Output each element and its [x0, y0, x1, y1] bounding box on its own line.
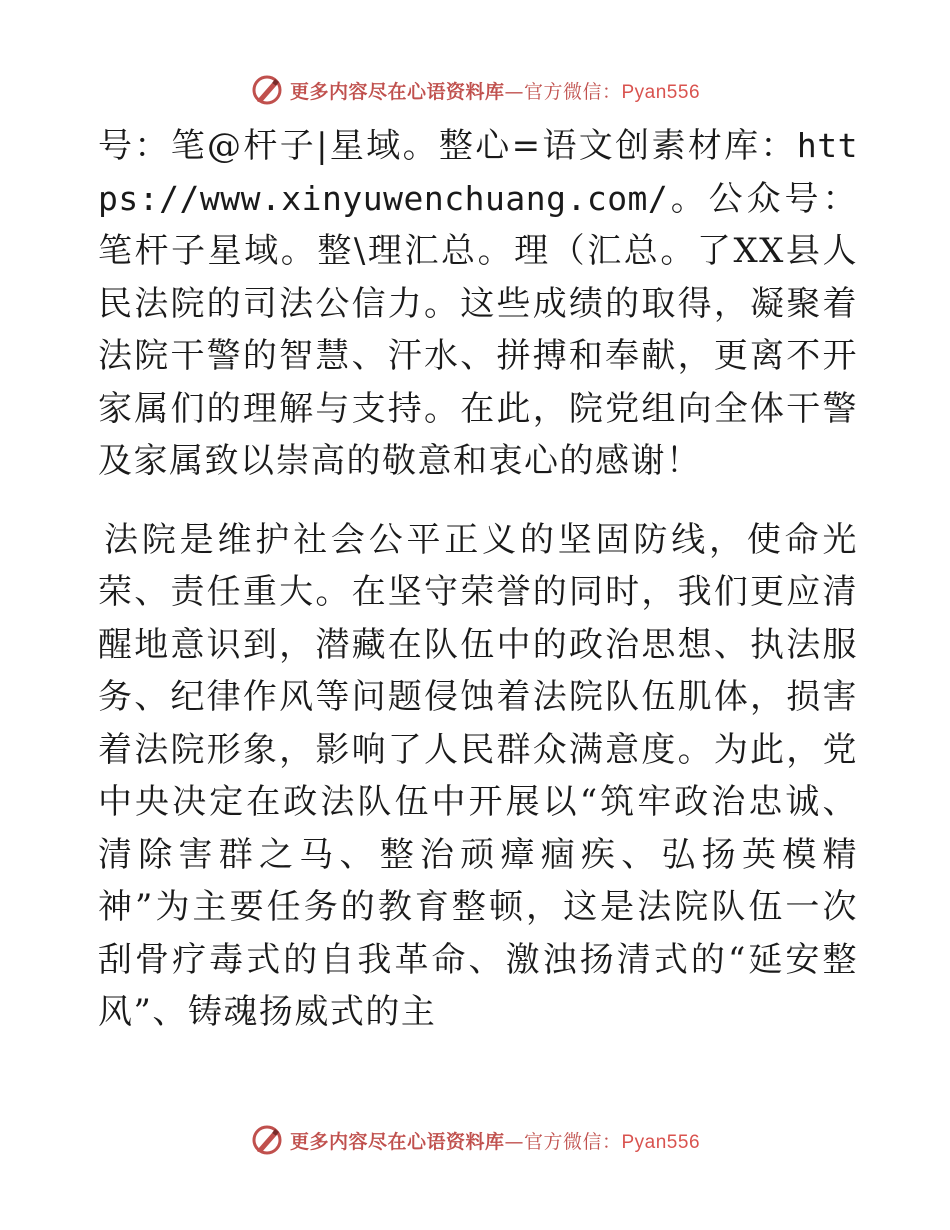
footer-banner-text — [290, 1127, 700, 1154]
banner-label: 官方微信： — [523, 1130, 622, 1153]
banner-dash: — — [504, 80, 524, 103]
paragraph-1-rest: 。公众号：笔杆子星域。整\理汇总。理（汇总。了XX县人民法院的司法公信力。这些成绩的取得，凝聚着法院干警的智慧、汗水、拼搏和奉献，更离不开家属们的理解与支持。在此，院党组向全体干警及家属致以崇高的敬意和衷心的感谢！ — [98, 178, 858, 481]
banner-account: Pyan556 — [621, 1131, 701, 1153]
banner-brand: 更多内容尽在心语资料库 — [289, 1130, 505, 1153]
paragraph-1 — [98, 120, 858, 488]
header-banner — [0, 70, 950, 110]
banner-account: Pyan556 — [621, 81, 701, 103]
pen-logo-icon — [250, 73, 284, 107]
banner-dash: — — [504, 1130, 524, 1153]
footer-banner — [0, 1120, 950, 1160]
banner-brand: 更多内容尽在心语资料库 — [289, 80, 505, 103]
header-banner-text — [290, 77, 700, 104]
paragraph-1-url: https://www.xinyuwenchuang.com/ — [98, 126, 858, 218]
paragraph-1-line-1: 号：笔@杆子|星域。整心=语文创素材库： — [98, 126, 797, 166]
document-body — [98, 120, 858, 1039]
pen-logo-icon — [250, 1123, 284, 1157]
paragraph-2: 法院是维护社会公平正义的坚固防线，使命光荣、责任重大。在坚守荣誉的同时，我们更应清醒地意识到，潜藏在队伍中的政治思想、执法服务、纪律作风等问题侵蚀着法院队伍肌体，损害着法院形象，影响了人民群众满意度。为此，党中央决定在政法队伍中开展以“筑牢政治忠诚、清除害群之马、整治顽瘴痼疾、弘扬英模精神”为主要任务的教育整顿，这是法院队伍一次刮骨疗毒式的自我革命、激浊扬清式的“延安整风”、铸魂扬威式的主 — [98, 519, 858, 1032]
banner-label: 官方微信： — [523, 80, 622, 103]
